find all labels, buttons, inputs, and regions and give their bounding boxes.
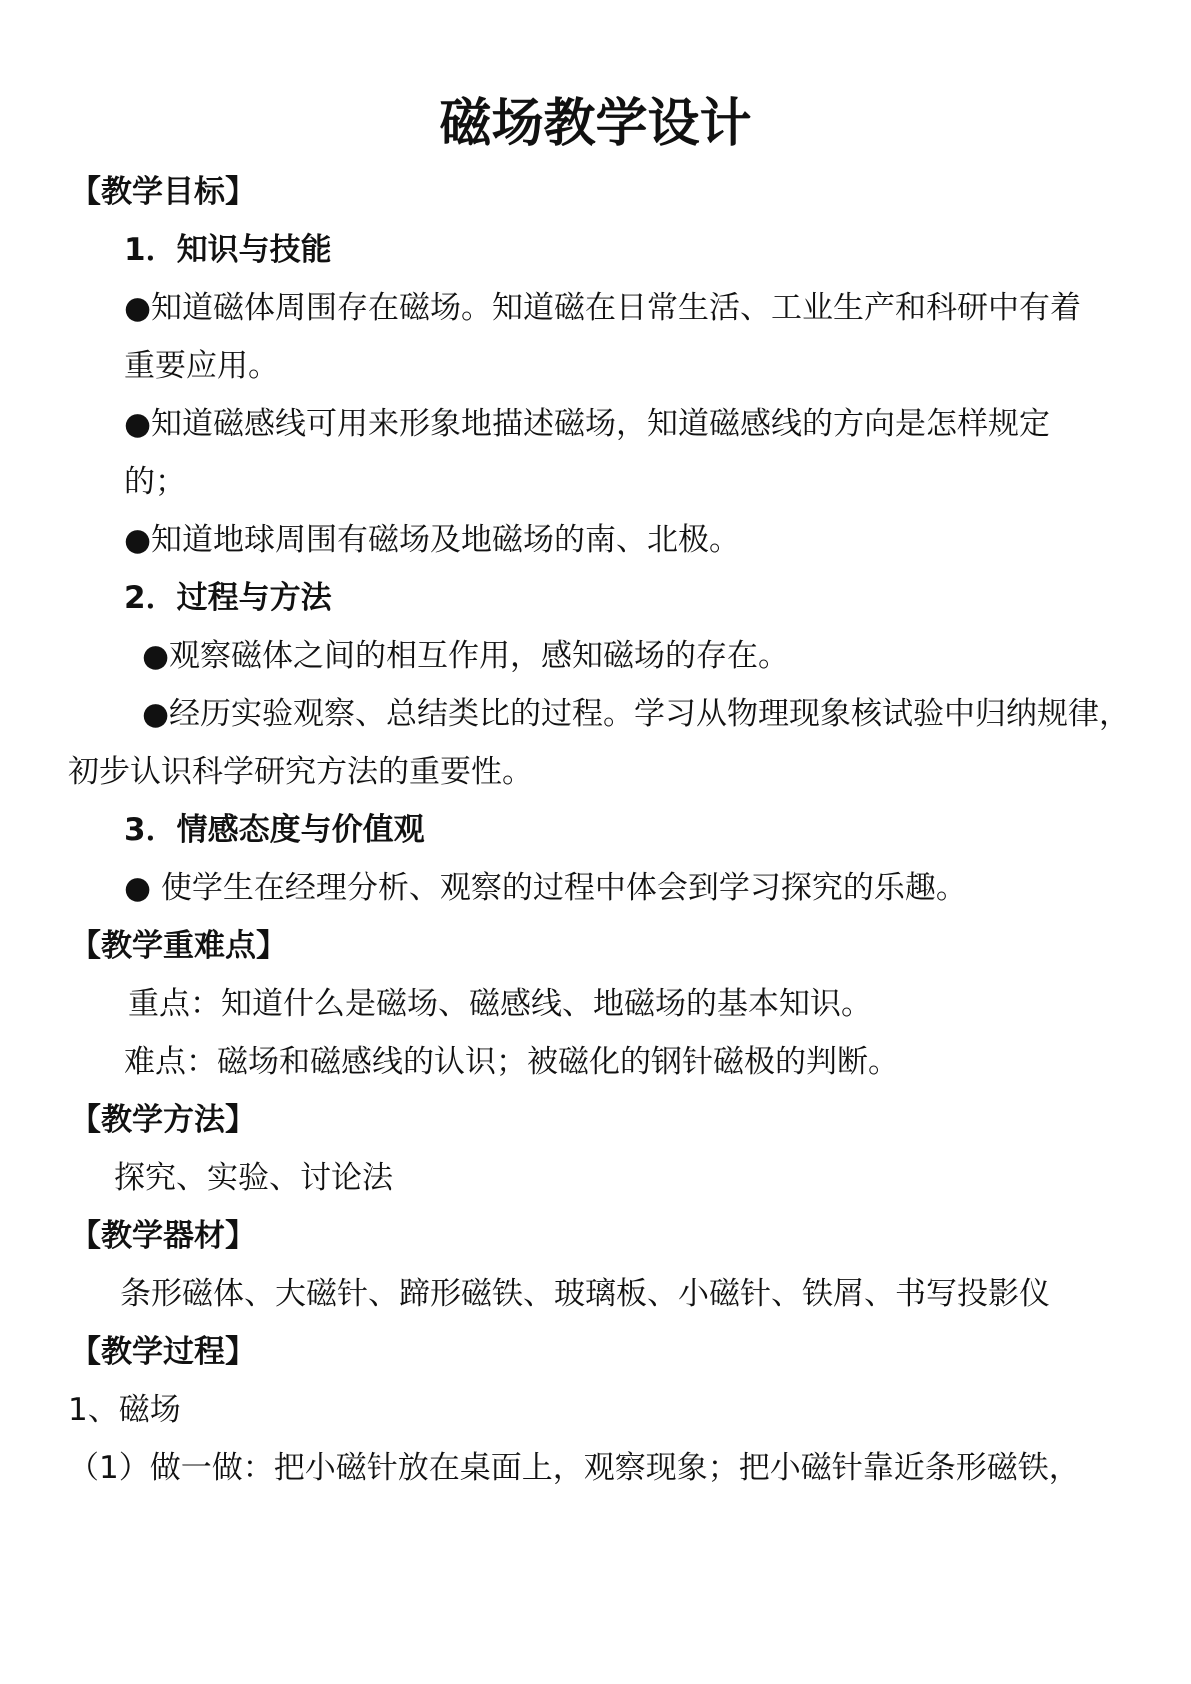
subheading-process-methods: 2．过程与方法	[124, 580, 332, 616]
goal-item-text: 重要应用。	[124, 348, 279, 384]
document-title: 磁场教学设计	[439, 94, 752, 154]
difficulty-text: 难点：磁场和磁感线的认识；被磁化的钢针磁极的判断。	[124, 1044, 899, 1080]
section-heading-goals: 【教学目标】	[70, 174, 256, 210]
goal-item-text: 的；	[124, 464, 186, 500]
subheading-knowledge-skills: 1．知识与技能	[124, 232, 332, 268]
process-substep: （1）做一做：把小磁针放在桌面上，观察现象；把小磁针靠近条形磁铁，	[68, 1450, 1080, 1486]
goal-item-text: ●知道磁感线可用来形象地描述磁场，知道磁感线的方向是怎样规定	[124, 406, 1051, 442]
section-heading-equipment: 【教学器材】	[70, 1218, 256, 1254]
process-step: 1、磁场	[68, 1392, 181, 1428]
methods-text: 探究、实验、讨论法	[114, 1160, 393, 1196]
goal-item-text: ●观察磁体之间的相互作用，感知磁场的存在。	[142, 638, 790, 674]
goal-item-text: ●知道地球周围有磁场及地磁场的南、北极。	[124, 522, 741, 558]
goal-item-text: ●经历实验观察、总结类比的过程。学习从物理现象核试验中归纳规律，	[142, 696, 1131, 732]
goal-item-text: ●知道磁体周围存在磁场。知道磁在日常生活、工业生产和科研中有着	[124, 290, 1082, 326]
goal-item-text: 初步认识科学研究方法的重要性。	[68, 754, 533, 790]
section-heading-methods: 【教学方法】	[70, 1102, 256, 1138]
equipment-text: 条形磁体、大磁针、蹄形磁铁、玻璃板、小磁针、铁屑、书写投影仪	[120, 1276, 1050, 1312]
goal-item-text: ● 使学生在经理分析、观察的过程中体会到学习探究的乐趣。	[124, 870, 967, 906]
section-heading-keypoints: 【教学重难点】	[70, 928, 287, 964]
subheading-attitude-values: 3．情感态度与价值观	[124, 812, 425, 848]
keypoint-text: 重点：知道什么是磁场、磁感线、地磁场的基本知识。	[128, 986, 872, 1022]
section-heading-process: 【教学过程】	[70, 1334, 256, 1370]
